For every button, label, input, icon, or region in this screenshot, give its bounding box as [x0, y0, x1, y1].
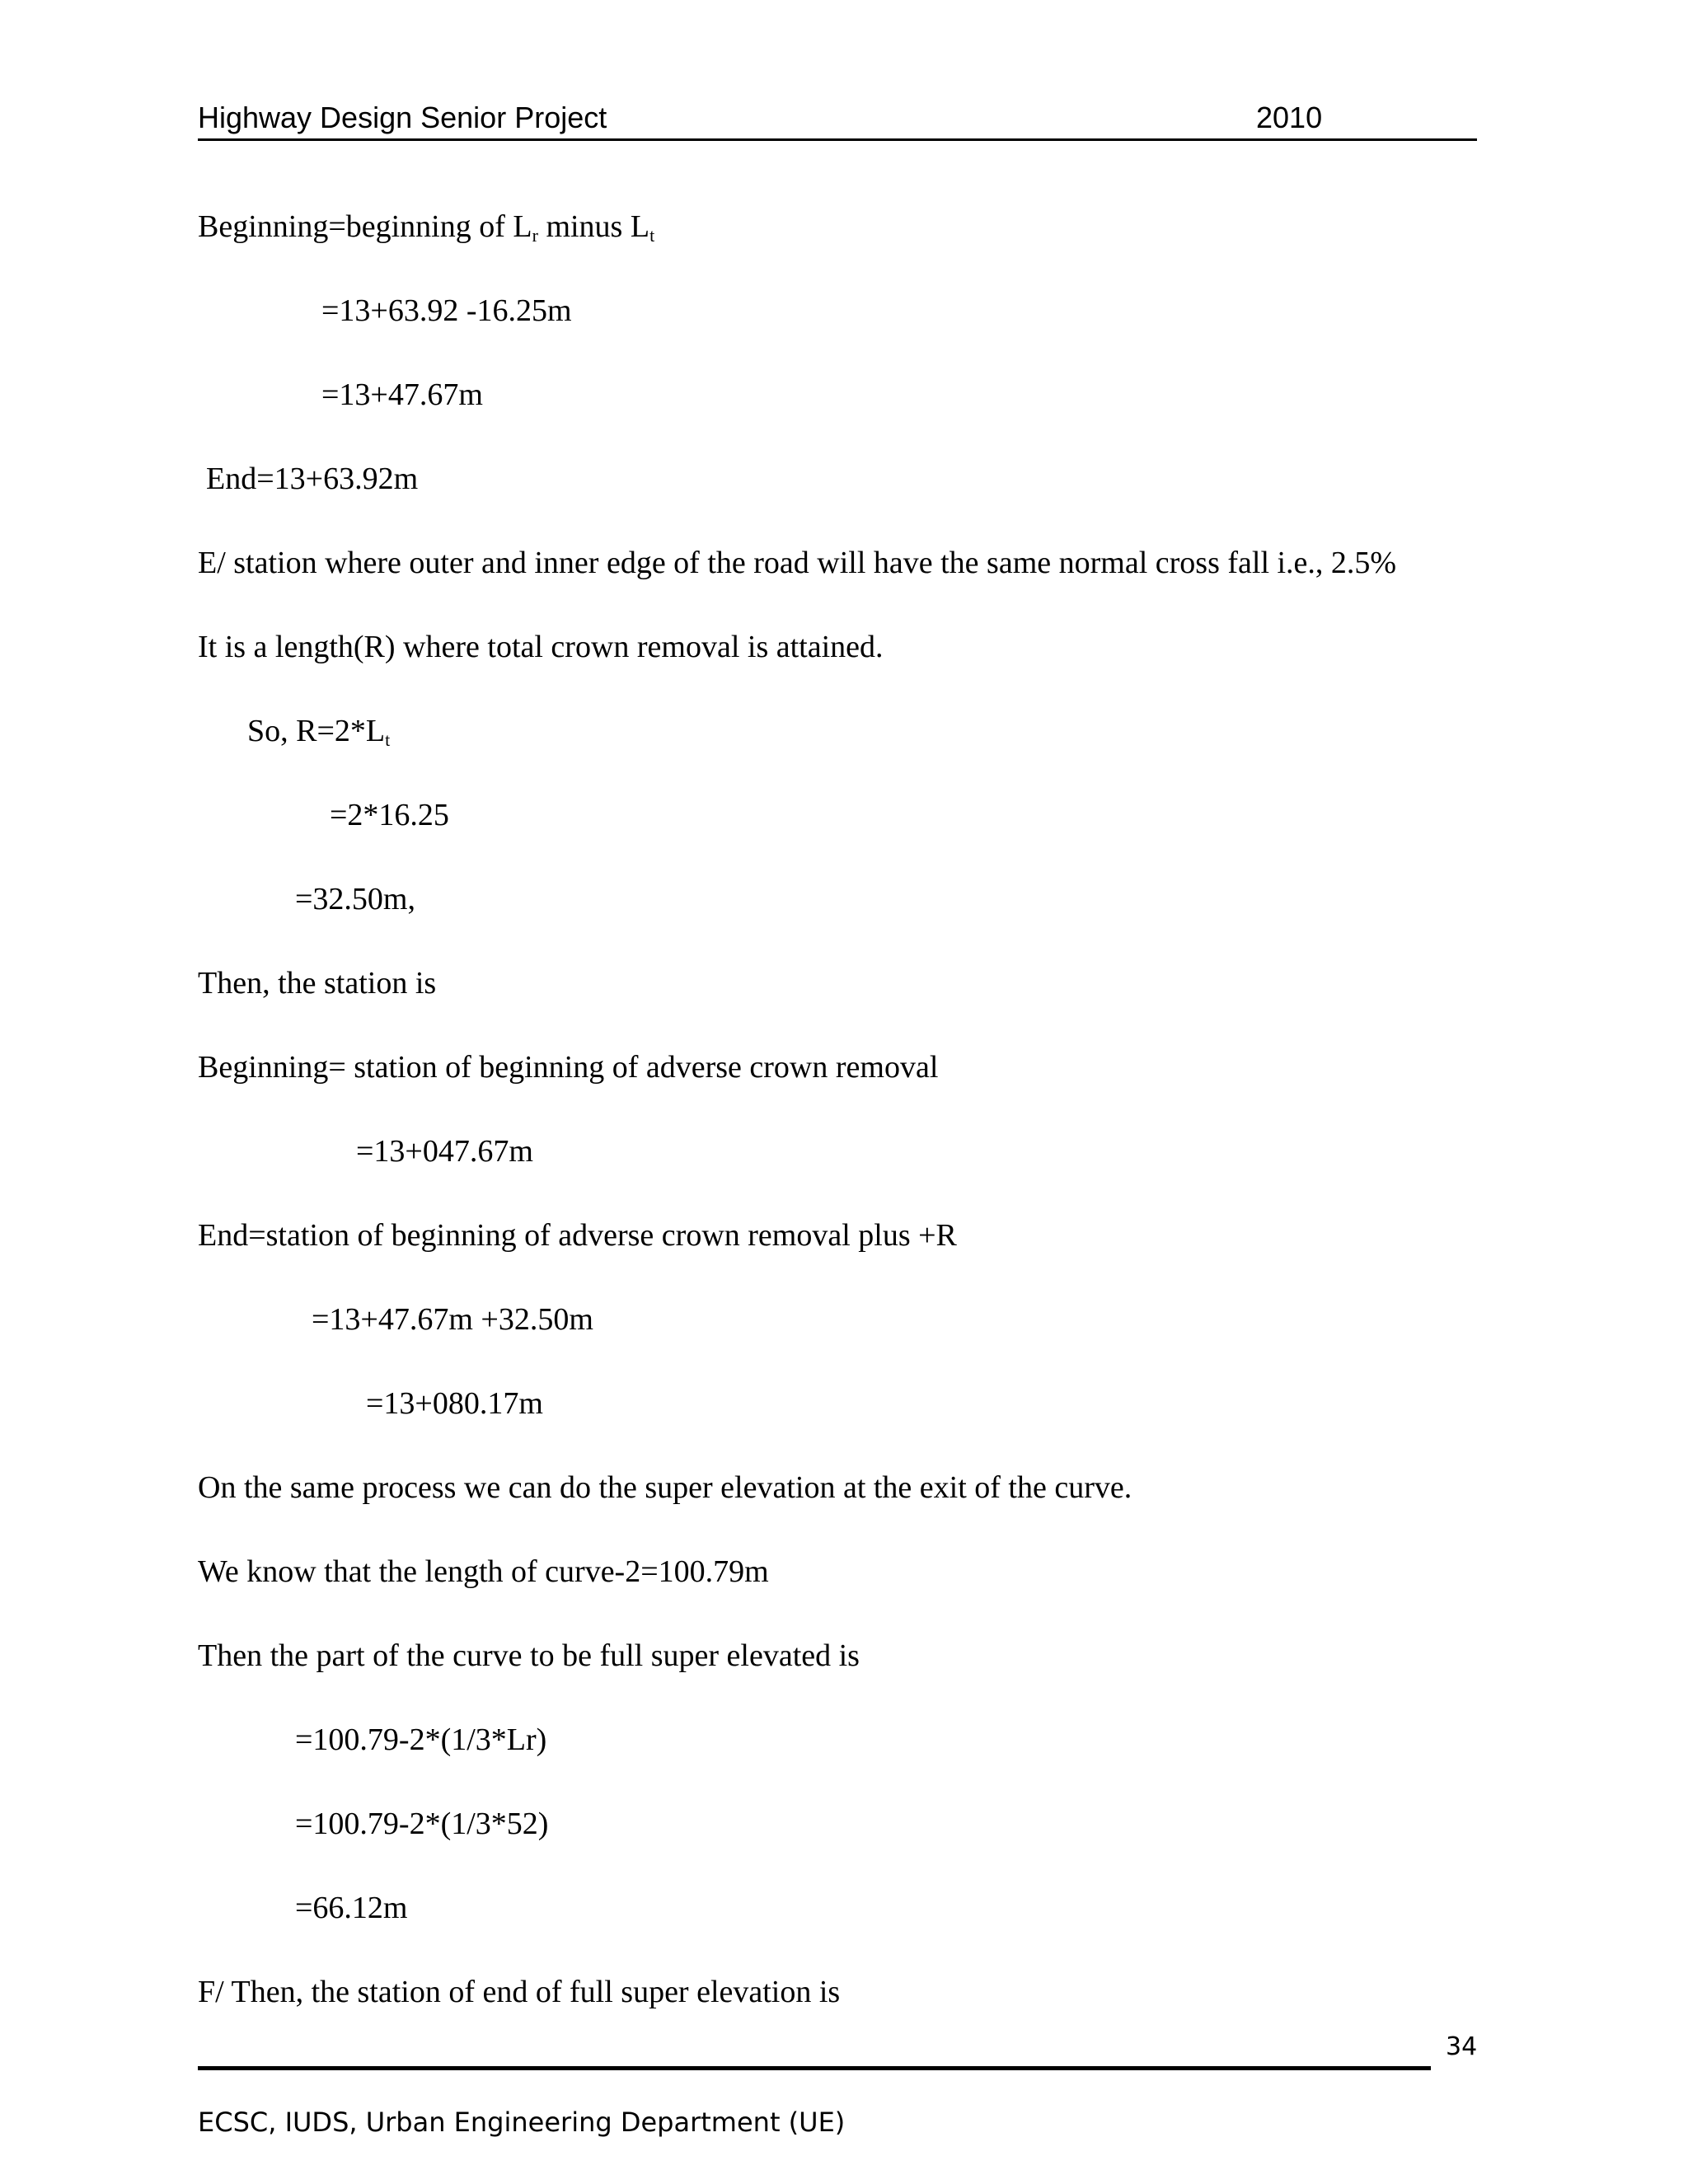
text-line-1-mid: minus L: [537, 209, 650, 244]
text-line-19: =100.79-2*(1/3*Lr): [295, 1722, 547, 1757]
text-line-8: =2*16.25: [330, 798, 449, 832]
page-header: [198, 97, 1477, 141]
footer-text: ECSC, IUDS, Urban Engineering Department (UE): [198, 2107, 846, 2138]
text-line-14: =13+47.67m +32.50m: [312, 1302, 593, 1337]
text-line-1-main: Beginning=beginning of L: [198, 209, 532, 244]
footer-divider: [198, 2066, 1431, 2070]
text-line-9: =32.50m,: [295, 882, 415, 916]
subscript-t: t: [385, 729, 391, 750]
text-line-22: F/ Then, the station of end of full super elevation is: [198, 1975, 841, 2009]
text-line-5: E/ station where outer and inner edge of the road will have the same normal cross fall i.e., 2.5%: [198, 546, 1397, 580]
subscript-r: r: [532, 225, 538, 246]
text-line-20: =100.79-2*(1/3*52): [295, 1807, 549, 1841]
text-line-21: =66.12m: [295, 1891, 408, 1925]
text-line-7-main: So, R=2*L: [247, 714, 386, 748]
text-line-17: We know that the length of curve-2=100.79m: [198, 1554, 769, 1589]
subscript-t: t: [649, 225, 655, 246]
header-title: Highway Design Senior Project: [198, 101, 607, 134]
text-line-15: =13+080.17m: [366, 1386, 543, 1421]
text-line-10: Then, the station is: [198, 966, 437, 1001]
text-line-7: [247, 714, 391, 750]
text-line-18: Then the part of the curve to be full super elevated is: [198, 1638, 860, 1673]
page-number: 34: [1446, 2032, 1478, 2061]
text-line-11: Beginning= station of beginning of adverse crown removal: [198, 1050, 939, 1085]
text-line-6: It is a length(R) where total crown removal is attained.: [198, 630, 884, 664]
text-line-1: [198, 209, 655, 246]
text-line-16: On the same process we can do the super elevation at the exit of the curve.: [198, 1470, 1132, 1505]
header-year: 2010: [1256, 101, 1323, 134]
text-line-4: End=13+63.92m: [206, 462, 419, 496]
text-line-12: =13+047.67m: [356, 1134, 533, 1169]
text-line-2: =13+63.92 -16.25m: [321, 293, 572, 328]
text-line-3: =13+47.67m: [321, 377, 483, 412]
text-line-13: End=station of beginning of adverse crown removal plus +R: [198, 1218, 957, 1253]
